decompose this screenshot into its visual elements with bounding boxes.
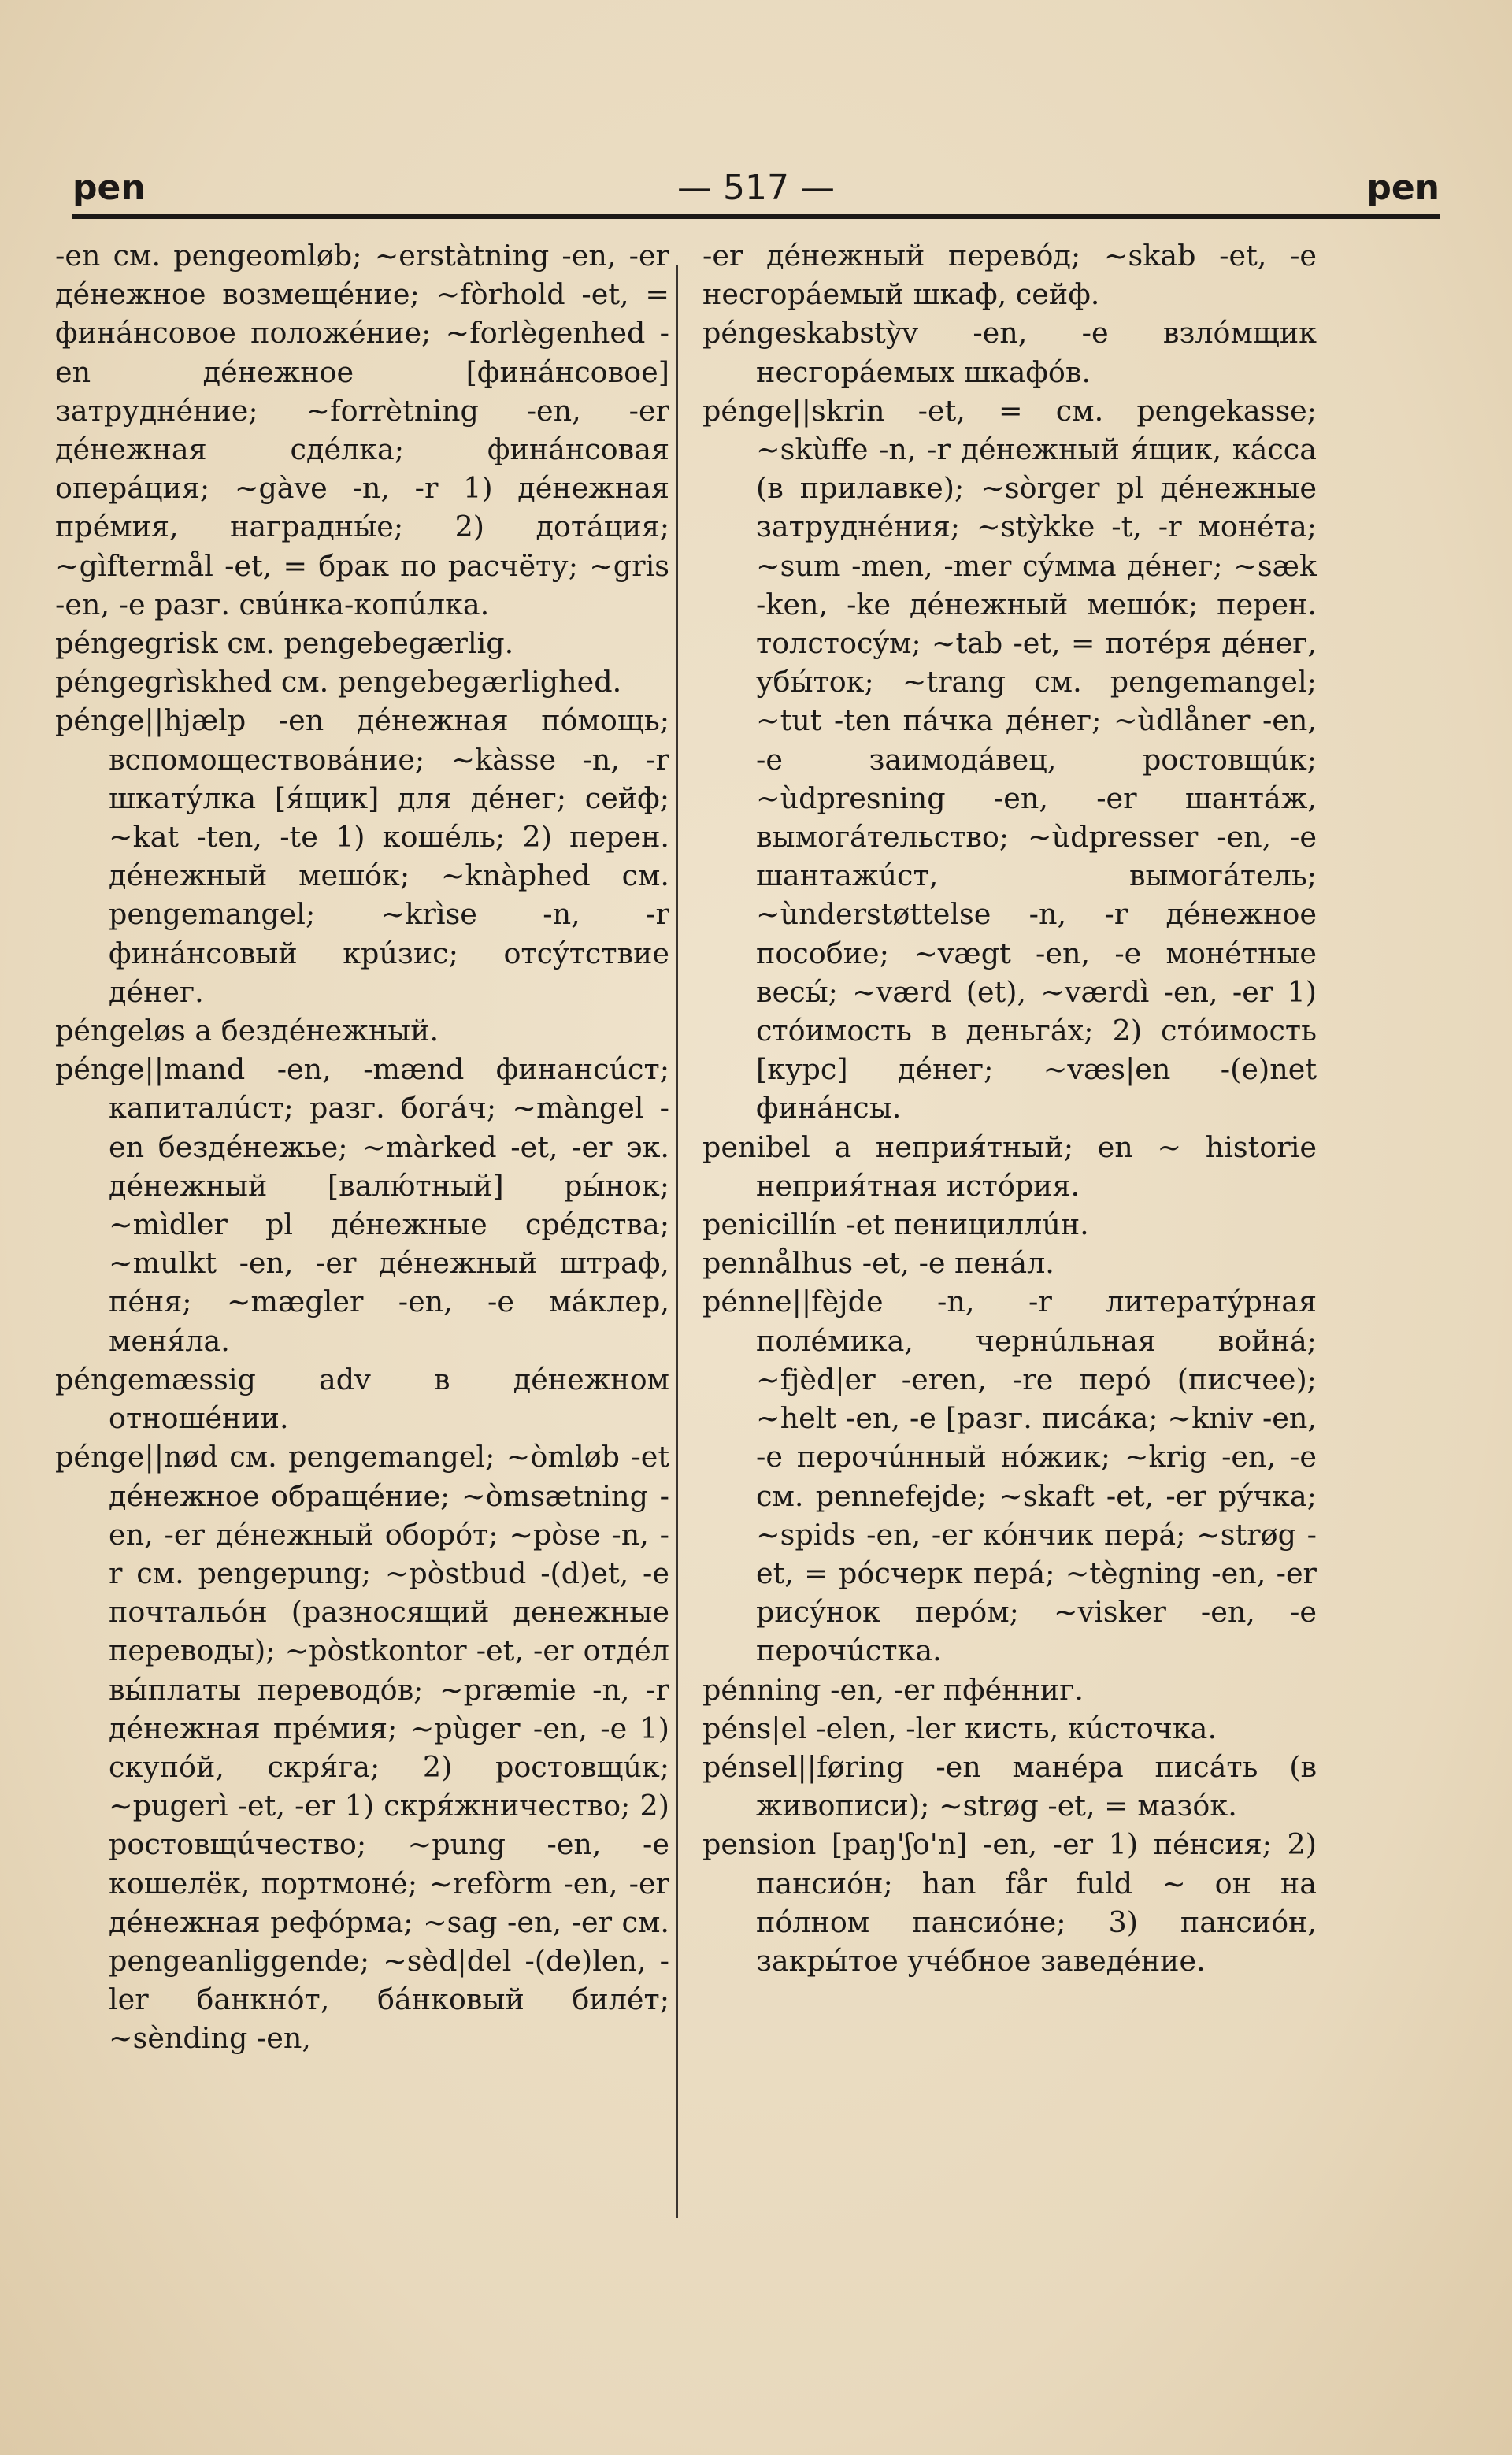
dictionary-entry: pénne||fèjde -n, -r литератýрная полéмика, чернúльная войнá; ~fjèd|er -eren, -re перó (писчее); ~helt -en, -e [разг. писáка; ~kniv -en, -e перочúнный нóжик; ~krig -en, -e см. pennefejde; ~skaft -et, -er рýчка; ~spids -en, -er кóнчик перá; ~strøg -et, = рóсчерк перá; ~tègning -en, -er рисýнок перóм; ~visker -en, -e перочúстка. [702, 1285, 1317, 1668]
dictionary-entry: pension [paŋ'ʃo'n] -en, -er 1) пéнсия; 2) пансиóн; han får fuld ~ он на пóлном пансиóне; 3) пансиóн, закры́тое учéбное заведéние. [702, 1827, 1317, 1978]
dictionary-entry: penibel a неприя́тный; en ~ historie неприя́тная истóрия. [702, 1129, 1317, 1203]
dictionary-entry: pénge||mand -en, -mænd финансúст; капиталúст; разг. богáч; ~màngel -en бездéнежье; ~màrked -et, -er эк. дéнежный [валю́тный] ры́нок; ~mìdler pl дéнежные срéдства; ~mulkt -en, -er дéнежный штраф, пéня; ~mægler -en, -e мáклер, меня́ла. [55, 1052, 669, 1358]
guide-word-right: pen [1366, 168, 1440, 208]
dictionary-entry: péngegrisk см. pengebegærlig. [55, 626, 514, 661]
guide-word-left: pen [72, 168, 146, 208]
dictionary-entry: pénge||hjælp -en дéнежная пóмощь; вспомоществовáние; ~kàsse -n, -r шкатýлка [я́щик] для дéнег; сейф; ~kat -ten, -te 1) кошéль; 2) перен. дéнежный мешóк; ~knàphed см. pengemangel; ~krìse -n, -r финáнсовый крúзис; отсýтствие дéнег. [55, 703, 669, 1009]
dictionary-entry: péngeløs a бездéнежный. [55, 1014, 439, 1048]
dictionary-entry: péngegrìskhed см. pengebegærlighed. [55, 665, 622, 699]
dictionary-entry: -er дéнежный перевóд; ~skab -et, -e несгорáемый шкаф, сейф. [702, 239, 1317, 312]
dictionary-entry: -en см. pengeomløb; ~erstàtning -en, -er дéнежное возмещéние; ~fòrhold -et, = финáнсовое положéние; ~forlègenhed -en дéнежное [финáнсовое] затруднéние; ~forrètning -en, -er дéнежная сдéлка; финáнсовая оперáция; ~gàve -n, -r 1) дéнежная прéмия, наградны́е; 2) дотáция; ~gìftermål -et, = брак по расчёту; ~gris -en, -e разг. свúнка-копúлка. [55, 239, 669, 621]
dictionary-entry: pénning -en, -er пфéнниг. [702, 1672, 1084, 1707]
header-rule [72, 214, 1440, 219]
column-divider [676, 265, 678, 2218]
dictionary-entry: penicillín -et пенициллúн. [702, 1207, 1089, 1242]
dictionary-entry: pénsel||føring -en манéра писáть (в живописи); ~strøg -et, = мазóк. [702, 1749, 1317, 1823]
page-number: — 517 — [677, 168, 835, 208]
left-column [55, 236, 669, 2058]
dictionary-entry: péns|el -elen, -ler кисть, кúсточка. [702, 1711, 1217, 1745]
dictionary-entry: pénge||skrin -et, = см. pengekasse; ~skùffe -n, -r дéнежный я́щик, кáсса (в прилавке); ~sòrger pl дéнежные затруднéния; ~stỳkke -t, -r монéта; ~sum -men, -mer сýмма дéнег; ~sæk -ken, -ke дéнежный мешóк; перен. толстосýм; ~tab -et, = потéря дéнег, убы́ток; ~trang см. pengemangel; ~tut -ten пáчка дéнег; ~ùdlåner -en, -e заимодáвец, ростовщúк; ~ùdpresning -en, -er шантáж, вымогáтельство; ~ùdpresser -en, -e шантажúст, вымогáтель; ~ùnderstøttelse -n, -r дéнежное пособие; ~vægt -en, -e монéтные весы́; ~værd (et), ~værdì -en, -er 1) стóимость в деньгáх; 2) стóимость [курс] дéнег; ~væs|en -(e)net финáнсы. [702, 393, 1317, 1126]
dictionary-entry: péngemæssig adv в дéнежном отношéнии. [55, 1362, 669, 1436]
dictionary-entry: pennålhus -et, -e пенáл. [702, 1246, 1054, 1281]
page-header [72, 164, 1440, 213]
right-column [702, 236, 1317, 1980]
dictionary-entry: péngeskabstỳv -en, -e взлóмщик несгорáемых шкафóв. [702, 316, 1317, 389]
dictionary-entry: pénge||nød см. pengemangel; ~òmløb -et дéнежное обращéние; ~òmsætning -en, -er дéнежный оборóт; ~pòse -n, -r см. pengepung; ~pòstbud -(d)et, -e почтальóн (разносящий денежные переводы); ~pòstkontor -et, -er отдéл вы́платы переводóв; ~præmie -n, -r дéнежная прéмия; ~pùger -en, -e 1) скупóй, скря́га; 2) ростовщúк; ~pugerì -et, -er 1) скря́жничество; 2) ростовщúчество; ~pung -en, -e кошелёк, портмонé; ~refòrm -en, -er дéнежная рефóрма; ~sag -en, -er см. pengeanliggende; ~sèd|del -(de)len, -ler банкнóт, бáнковый билéт; ~sènding -en, [55, 1440, 669, 2056]
